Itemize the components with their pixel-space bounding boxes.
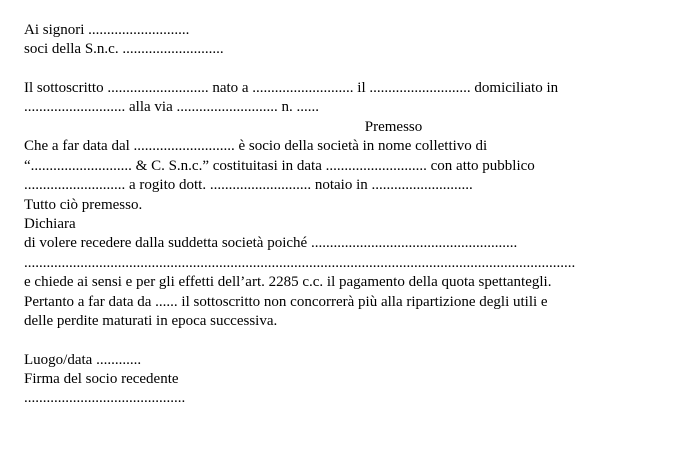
signature-line: ........................................... <box>24 390 186 406</box>
premise-line-3: ........................... a rogito dott. ........................... notaio in ........................... <box>24 177 473 193</box>
statement-line-1: di volere recedere dalla suddetta società poiché ....................................................... <box>24 235 518 251</box>
premise-line-2: “........................... & C. S.n.c.” costituitasi in data ........................... con atto pubblico <box>24 158 535 174</box>
statement-line-2: ................................................................................................................................................... <box>24 255 576 271</box>
premise-close: Tutto ciò premesso. <box>24 197 143 213</box>
declarant-line-2: ........................... alla via ........................... n. ...... <box>24 99 319 115</box>
signature-label: Firma del socio recedente <box>24 371 179 387</box>
place-date-line: Luogo/data ............ <box>24 352 142 368</box>
declares-heading: Dichiara <box>24 216 76 232</box>
declarant-line-1: Il sottoscritto ........................... nato a ........................... il ........................... domiciliato in <box>24 80 559 96</box>
statement-line-4: Pertanto a far data da ...... il sottoscritto non concorrerà più alla ripartizione degli utili e <box>24 294 548 310</box>
addressee-line-2: soci della S.n.c. ........................... <box>24 41 224 57</box>
addressee-line-1: Ai signori ........................... <box>24 22 190 38</box>
premise-line-1: Che a far data dal ........................... è socio della società in nome collettivo di <box>24 138 488 154</box>
statement-line-5: delle perdite maturati in epoca successiva. <box>24 313 278 329</box>
statement-line-3: e chiede ai sensi e per gli effetti dell’art. 2285 c.c. il pagamento della quota spettantegli. <box>24 274 552 290</box>
premise-heading: Premesso <box>364 119 423 135</box>
